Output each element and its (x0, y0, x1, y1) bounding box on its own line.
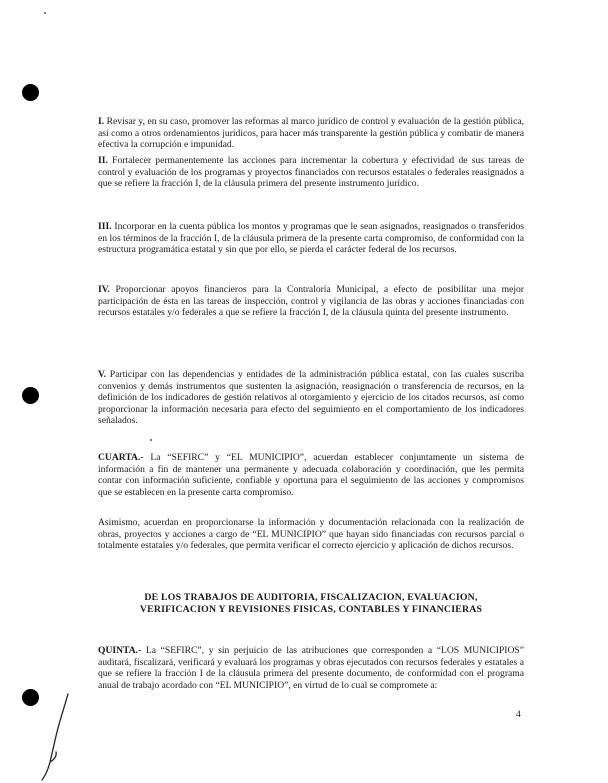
paragraph-lead: IV. (98, 284, 110, 295)
paragraph-fraction-ii (98, 155, 524, 190)
paragraph-lead: I. (98, 116, 105, 127)
paragraph-text: Proporcionar apoyos financieros para la Contraloría Municipal, a efecto de posibilitar una mejor participación de ésta en las tareas de inspección, control y vigilancia de las obras y acciones financiadas con recursos estatales y/o federales a que se refiere la fracción I, de la cláusula quinta del presente instrumento. (98, 284, 524, 319)
scan-speck (44, 12, 46, 14)
binder-hole-middle (22, 387, 39, 404)
scan-speck (150, 439, 152, 441)
paragraph-text: La “SEFIRC” y “EL MUNICIPIO”, acuerdan establecer conjuntamente un sistema de información a fin de mantener una permanente y adecuada colaboración y coordinación, que les permita contar con información suficiente, confiable y oportuna para el seguimiento de las acciones y compromisos que se establecen en la presente carta compromiso. (98, 452, 524, 498)
paragraph-lead: II. (98, 155, 108, 166)
paragraph-text: La “SEFIRC”, y sin perjuicio de las atribuciones que corresponden a “LOS MUNICIPIOS” auditará, fiscalizará, verificará y evaluará los programas y obras ejecutados con recursos federales y estatales a que se refiere la fracción I de la cláusula primera del presente documento, de conformidad con el programa anual de trabajo acordado con “EL MUNICIPIO”, en virtud de lo cual se compromete a: (98, 645, 524, 691)
section-heading (98, 592, 524, 616)
paragraph-fraction-iii (98, 221, 524, 256)
paragraph-fraction-v (98, 369, 524, 427)
paragraph-text: Participar con las dependencias y entidades de la administración pública estatal, con las cuales suscriba convenios y demás instrumentos que sustenten la asignación, reasignación o transferencia de recursos, en la definición de los indicadores de gestión relativos al otorgamiento y ejercicio de los citados recursos, así como proporcionar la información necesaria para efecto del seguimiento en el comportamiento de los indicadores señalados. (98, 369, 524, 427)
paragraph-fraction-iv (98, 284, 524, 319)
paragraph-text: Asimismo, acuerdan en proporcionarse la información y documentación relacionada con la realización de obras, proyectos y acciones a cargo de “EL MUNICIPIO” que hayan sido financiadas con recursos parcial o totalmente estatales y/o federales, que permita verificar el correcto ejercicio y aplicación de dichos recursos. (98, 517, 524, 552)
section-heading-line-2: VERIFICACION Y REVISIONES FISICAS, CONTABLES Y FINANCIERAS (139, 604, 483, 615)
paragraph-lead: CUARTA.- (98, 452, 144, 463)
paragraph-text: Incorporar en la cuenta pública los montos y programas que le sean asignados, reasignados o transferidos en los términos de la fracción I, de la cláusula primera de la presente carta compromiso, de conformidad con la estructura programática estatal y sin que por ello, se pierda el carácter federal de los recursos. (98, 221, 524, 256)
paragraph-text: Revisar y, en su caso, promover las reformas al marco jurídico de control y evaluación de la gestión pública, así como a otros ordenamientos jurídicos, para hacer más transparente la gestión pública y combatir de manera efectiva la corrupción e impunidad. (98, 116, 524, 151)
paragraph-clause-quinta (98, 645, 524, 691)
section-heading-line-1: DE LOS TRABAJOS DE AUDITORIA, FISCALIZACION, EVALUACION, (144, 592, 478, 603)
page-number: 4 (516, 709, 521, 720)
paragraph-asimismo (98, 517, 524, 552)
paragraph-text: Fortalecer permanentemente las acciones para incrementar la cobertura y efectividad de sus tareas de control y evaluación de los programas y proyectos financiados con recursos estatales o federales reasignados a que se refiere la fracción I, de la cláusula primera del presente instrumento jurídico. (98, 155, 524, 190)
handwritten-signature (30, 690, 80, 783)
paragraph-lead: V. (98, 369, 107, 380)
binder-hole-top (22, 84, 39, 101)
paragraph-lead: QUINTA.- (98, 645, 142, 656)
paragraph-lead: III. (98, 221, 112, 232)
paragraph-clause-cuarta (98, 452, 524, 498)
paragraph-fraction-i (98, 116, 524, 151)
